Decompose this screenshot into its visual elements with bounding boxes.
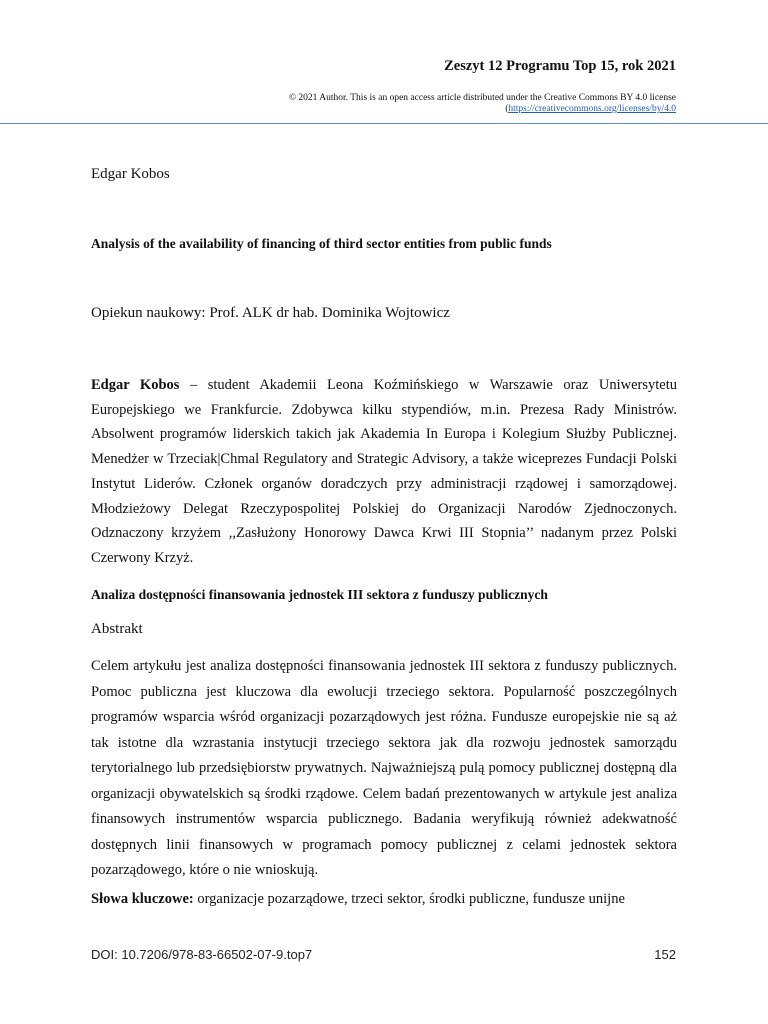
author-name: Edgar Kobos xyxy=(91,166,170,182)
bio-text: – student Akademii Leona Koźmińskiego w Warszawie oraz Uniwersytetu Europejskiego we Frankfurcie. Zdobywca kilku stypendiów, m.in. Prezesa Rady Ministrów. Absolwent programów liderskich takich jak Akademia In Europa i Kolegium Służby Publicznej. Menedżer w Trzeciak|Chmal Regulatory and Strategic Advisory, a także wiceprezes Fundacji Polski Instytut Liderów. Członek organów doradczych przy administracji rządowej i samorządowej. Młodzieżowy Delegat Rzeczypospolitej Polskiej do Organizacji Narodów Zjednoczonych. Odznaczony krzyżem ,,Zasłużony Honorowy Dawca Krwi III Stopnia’’ nadanym przez Polski Czerwony Krzyż. xyxy=(91,377,677,566)
header-divider xyxy=(0,123,768,124)
journal-title: Zeszyt 12 Programu Top 15, rok 2021 xyxy=(444,58,676,74)
license-link[interactable]: https://creativecommons.org/licenses/by/4.0 xyxy=(508,104,676,114)
abstract-heading: Abstrakt xyxy=(91,621,143,637)
doi-footer: DOI: 10.7206/978-83-66502-07-9.top7 xyxy=(91,947,313,962)
supervisor-line: Opiekun naukowy: Prof. ALK dr hab. Dominika Wojtowicz xyxy=(91,305,450,321)
license-notice xyxy=(289,93,676,115)
license-link-line xyxy=(289,104,676,115)
license-link-open: ( xyxy=(505,104,509,114)
abstract-text: Celem artykułu jest analiza dostępności finansowania jednostek III sektora z funduszy publicznych. Pomoc publiczna jest kluczowa dla ewolucji trzeciego sektora. Popularność poszczególnych programów wsparcia wśród organizacji pozarządowych jest różna. Fundusze europejskie nie są aż tak istotne dla wzrastania instytucji trzeciego sektora jak dla rozwoju jednostek samorządu terytorialnego lub przedsiębiorstw prywatnych. Najważniejszą pulą pomocy publicznej dostępną dla organizacji obywatelskich są środki rządowe. Celem badań prezentowanych w artykule jest analiza finansowych instrumentów wsparcia publicznego. Badania weryfikują również adekwatność dostępnych linii finansowych w programach pomocy publicznej z celami jednostek sektora pozarządowego, które o nie wnioskują. xyxy=(91,658,677,878)
article-title-english: Analysis of the availability of financing of third sector entities from public funds xyxy=(91,236,552,251)
article-title-polish: Analiza dostępności finansowania jednostek III sektora z funduszy publicznych xyxy=(91,587,548,602)
bio-author-name: Edgar Kobos xyxy=(91,377,180,393)
keywords-text: organizacje pozarządowe, trzeci sektor, środki publiczne, fundusze unijne xyxy=(193,891,625,907)
page-number: 152 xyxy=(654,947,676,962)
license-text: © 2021 Author. This is an open access article distributed under the Creative Commons BY 4.0 license xyxy=(288,93,676,103)
keywords-label: Słowa kluczowe: xyxy=(91,891,194,907)
keywords-line xyxy=(91,891,625,908)
author-bio xyxy=(91,373,677,571)
